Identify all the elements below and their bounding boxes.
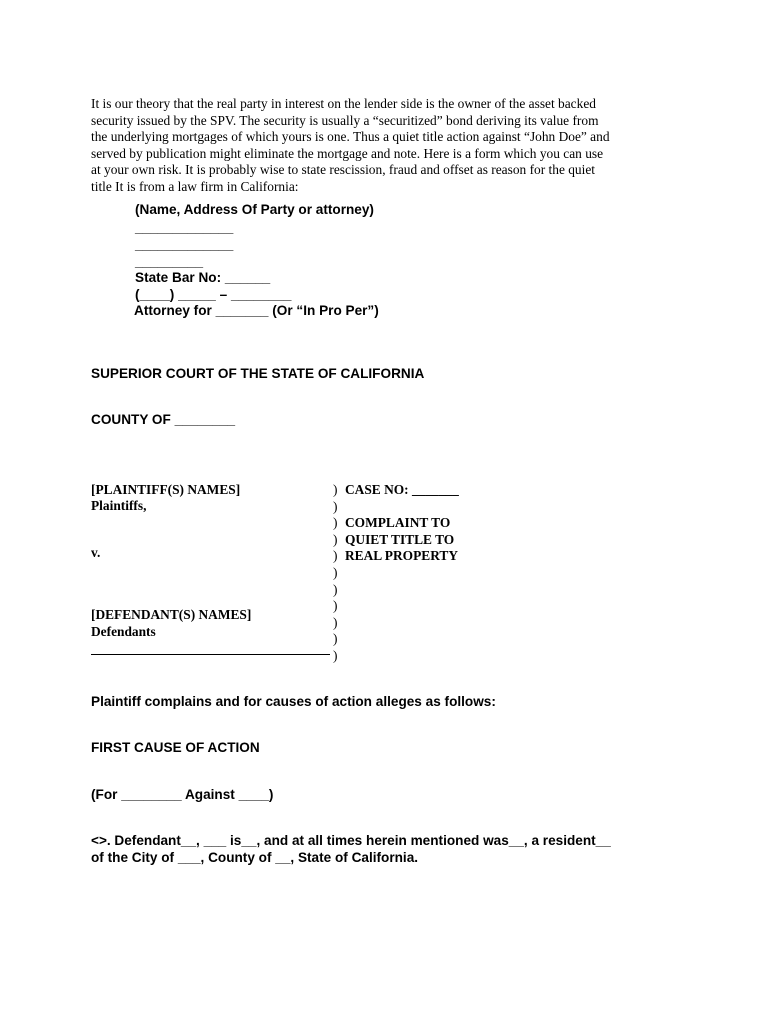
attorney-blank-line: _____________ <box>135 220 234 235</box>
complaint-title-line: QUIET TITLE TO <box>345 532 455 547</box>
intro-line: It is our theory that the real party in interest on the lender side is the owner of the asset backed <box>91 96 596 111</box>
phone-line: (____) _____ – ________ <box>135 287 292 302</box>
intro-line: served by publication might eliminate the mortgage and note. Here is a form which you can use <box>91 145 604 161</box>
court-name: SUPERIOR COURT OF THE STATE OF CALIFORNIA <box>91 366 425 381</box>
state-bar-line: State Bar No: ______ <box>135 270 271 285</box>
complaint-title-line: REAL PROPERTY <box>345 548 458 563</box>
allegation-intro: Plaintiff complains and for causes of action alleges as follows: <box>91 694 496 709</box>
county-line: COUNTY OF ________ <box>91 412 236 427</box>
caption-divider <box>91 654 330 655</box>
caption-paren: ) <box>333 615 338 630</box>
attorney-heading: (Name, Address Of Party or attorney) <box>135 202 374 217</box>
caption-paren: ) <box>333 499 338 514</box>
defendant-names: [DEFENDANT(S) NAMES] <box>91 607 252 622</box>
for-against-line: (For ________ Against ____) <box>91 787 274 802</box>
caption-paren: ) <box>333 565 338 580</box>
caption-paren: ) <box>333 598 338 613</box>
intro-line: at your own risk. It is probably wise to state rescission, fraud and offset as reason for the quiet <box>91 162 596 178</box>
plaintiffs-label: Plaintiffs, <box>91 498 147 513</box>
intro-paragraph <box>91 96 691 196</box>
defendants-label: Defendants <box>91 624 156 639</box>
intro-line: title It is from a law firm in California: <box>91 178 299 194</box>
allegation-paragraph-line: <>. Defendant__, ___ is__, and at all times herein mentioned was__, a resident__ <box>91 833 611 848</box>
caption-paren: ) <box>333 532 338 547</box>
caption-paren: ) <box>333 515 338 530</box>
versus-label: v. <box>91 545 101 560</box>
intro-line: security issued by the SPV. The security is usually a “securitized” bond deriving its value from <box>91 112 599 128</box>
caption-paren: ) <box>333 482 338 497</box>
attorney-for-line: Attorney for _______ (Or “In Pro Per”) <box>134 303 379 318</box>
caption-paren: ) <box>333 648 338 663</box>
caption-paren: ) <box>333 548 338 563</box>
caption-paren: ) <box>333 582 338 597</box>
first-cause-heading: FIRST CAUSE OF ACTION <box>91 740 260 755</box>
intro-line: the underlying mortgages of which yours is one. Thus a quiet title action against “John Doe” and <box>91 129 610 145</box>
attorney-blank-line: _________ <box>135 254 204 269</box>
attorney-blank-line: _____________ <box>135 237 234 252</box>
complaint-title-line: COMPLAINT TO <box>345 515 451 530</box>
case-number: CASE NO: _______ <box>345 482 459 497</box>
caption-paren: ) <box>333 631 338 646</box>
plaintiff-names: [PLAINTIFF(S) NAMES] <box>91 482 241 497</box>
allegation-paragraph-line: of the City of ___, County of __, State of California. <box>91 850 419 865</box>
